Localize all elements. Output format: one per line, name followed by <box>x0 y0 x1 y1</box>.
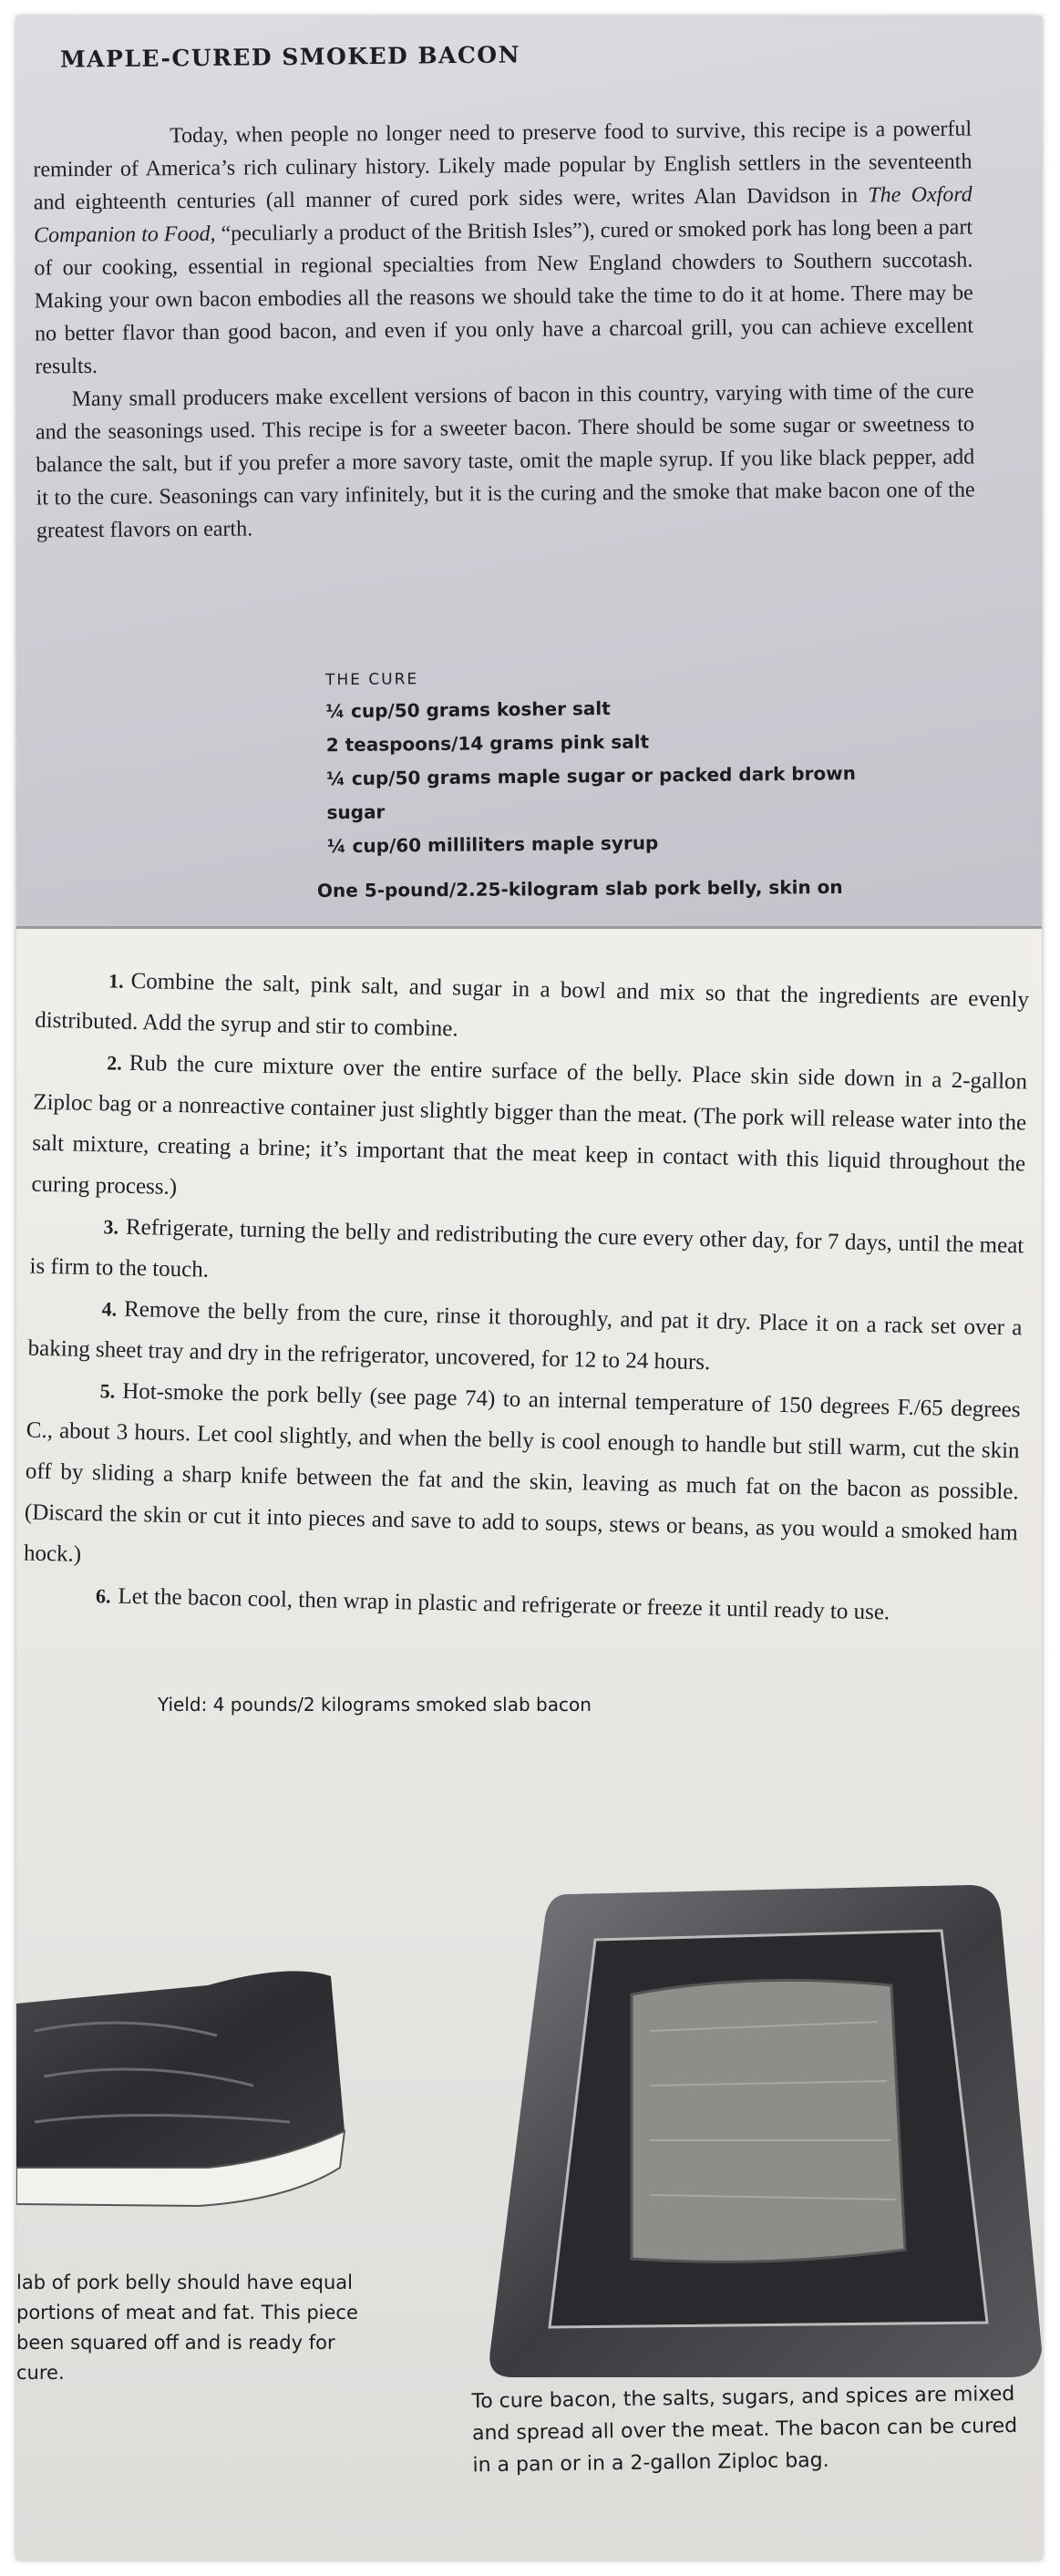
step-number: 4. <box>101 1297 118 1321</box>
step-number: 5. <box>99 1379 116 1403</box>
cure-ingredients <box>325 665 892 863</box>
ingredient-item: ¼ cup/50 grams maple sugar or packed dark brown sugar <box>326 762 857 824</box>
step-item: 5. Hot-smoke the pork belly (see page 74) to an internal temperature of 150 degrees F./65 degrees C., about 3 hours. Let cool slightly, and when the belly is cool enough to handle but still warm, cut the skin off by sliding a sharp knife between the fat and the skin, leaving as much fat on the bacon as possible. (Discard the skin or cut it into pieces and save to add to soups, stews or beans, as you would a smoked ham hock.) <box>23 1378 1021 1567</box>
recipe-title: MAPLE-CURED SMOKED BACON <box>59 41 521 73</box>
intro-paragraph-2: Many small producers make excellent versions of bacon in this country, varying with time of the cure and the seasonings used. This recipe is for a sweeter bacon. There should be some sugar or sweetness to balance the salt, but if you prefer a more savory taste, omit the maple syrup. If you like black pepper, add it to the cure. Seasonings can vary infinitely, but it is the curing and the smoke that make bacon one of the greatest flavors on earth. <box>35 379 975 543</box>
ingredient-item: 2 teaspoons/14 grams pink salt <box>325 730 650 757</box>
step-number: 2. <box>107 1051 123 1075</box>
caption-left: lab of pork belly should have equal portions of meat and fat. This piece been squared off and is ready for cure. <box>16 2272 358 2384</box>
intro-paragraph-1: Today, when people no longer need to preserve food to survive, this recipe is a powerful reminder of America’s rich culinary history. Likely made popular by English settlers in the seventeenth and eighteenth centuries (all manner of cured pork sides were, writes Alan Davidson in The Oxford Companion to Food, “peculiarly a product of the British Isles”), cured or smoked pork has long been a part of our cooking, essential in regional specialties from New England chowders to Southern succotash. Making your own bacon embodies all the reasons we should take the time to do it at home. There may be no better flavor than good bacon, and even if you only have a charcoal grill, you can achieve excellent results. <box>33 117 974 379</box>
step-item: 2. Rub the cure mixture over the entire surface of the belly. Place skin side down in a 2-gallon Ziploc bag or a nonreactive container just slightly bigger than the meat. (The pork will release water into the salt mixture, creating a brine; it’s important that the meat keep in contact with this liquid throughout the curing process.) <box>31 1050 1028 1200</box>
step-item: 1. Combine the salt, pink salt, and sugar in a bowl and mix so that the ingredients are evenly distributed. Add the syrup and stir to combine. <box>34 968 1030 1042</box>
intro-text <box>33 113 975 548</box>
step-number: 3. <box>103 1215 119 1239</box>
ingredient-item: ¼ cup/50 grams kosher salt <box>325 696 611 723</box>
step-item: 3. Refrigerate, turning the belly and redistributing the cure every other day, for 7 days, until the meat is firm to the touch. <box>29 1214 1024 1283</box>
step-number: 6. <box>95 1584 111 1608</box>
step-item: 4. Remove the belly from the cure, rinse it thoroughly, and pat it dry. Place it on a rack set over a baking sheet tray and dry in the refrigerator, uncovered, for 12 to 24 hours. <box>27 1296 1023 1376</box>
caption-right: To cure bacon, the salts, sugars, and spices are mixed and spread all over the meat. The bacon can be cured in a pan or in a 2-gallon Ziploc bag. <box>471 2383 1018 2478</box>
cure-heading: THE CURE <box>324 670 419 690</box>
main-ingredient: One 5-pound/2.25-kilogram slab pork belly, skin on <box>316 875 843 902</box>
recipe-steps <box>23 959 1030 1636</box>
step-number: 1. <box>108 969 124 993</box>
step-item: 6. Let the bacon cool, then wrap in plastic and refrigerate or freeze it until ready to use. <box>95 1583 890 1625</box>
book-title: The Oxford Companion to Food <box>33 182 973 248</box>
book-page-photo <box>16 16 1042 2560</box>
curing-pan-illustration <box>477 1867 1042 2386</box>
photo-divider <box>16 926 1042 929</box>
pork-belly-illustration <box>16 1949 372 2222</box>
ingredient-item: ¼ cup/60 milliliters maple syrup <box>326 831 659 858</box>
recipe-yield: Yield: 4 pounds/2 kilograms smoked slab bacon <box>158 1694 592 1716</box>
